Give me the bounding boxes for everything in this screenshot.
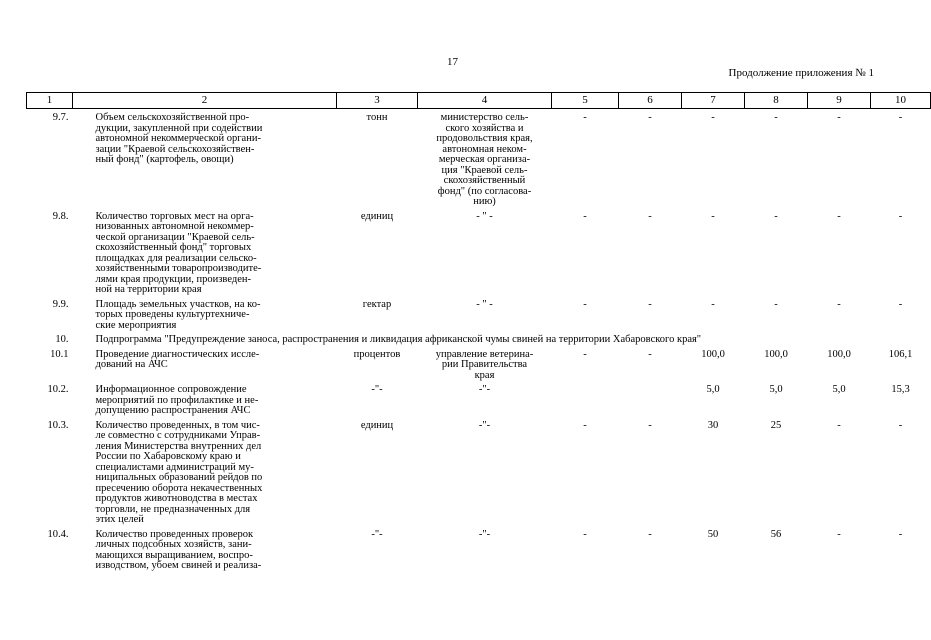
value-cell: 5,0: [832, 384, 846, 395]
table-row: [27, 417, 931, 526]
value-cell: -: [648, 112, 652, 123]
value-cell: -: [898, 298, 903, 310]
value-cell: -: [648, 419, 652, 431]
executor-cell: управление ветерина- рии Правительства края: [435, 348, 534, 381]
col-header: 9: [808, 93, 871, 109]
value-cell: 5,0: [769, 384, 783, 395]
table-row: [27, 346, 931, 382]
value-cell: -: [898, 419, 903, 431]
value-cell: -: [774, 112, 778, 123]
indicator-name: Проведение диагностических иссле- дований на АЧС: [95, 348, 260, 370]
value-cell: -: [711, 298, 715, 310]
col-header: 2: [73, 93, 337, 109]
row-number: 10.2.: [47, 384, 69, 395]
executor-cell: -"-: [478, 384, 491, 395]
unit-cell: -"-: [371, 528, 383, 540]
value-cell: 25: [770, 419, 782, 431]
subprogram-row: [27, 331, 931, 346]
executor-cell: - " -: [476, 210, 493, 222]
executor-cell: -"-: [478, 528, 491, 540]
row-number: 9.8.: [52, 210, 69, 222]
value-cell: [552, 381, 619, 417]
indicators-table: [26, 92, 931, 572]
value-cell: 106,1: [888, 348, 913, 360]
executor-cell: - " -: [476, 298, 493, 310]
row-number: 10.3.: [47, 419, 69, 431]
indicator-name: Количество торговых мест на орга- низованных автономной некоммер- ческой организации "Краевой сель- скохозяйственный фонд" торговых площадках для реализации сельско- хозяйственными товаропроизводите- лями края продукции, произведен- ной на территории края: [95, 210, 262, 295]
executor-cell: -"-: [478, 419, 491, 431]
value-cell: 100,0: [764, 348, 788, 360]
page-number: 17: [447, 56, 458, 68]
value-cell: 100,0: [827, 348, 851, 360]
table-row: [27, 381, 931, 417]
value-cell: 5,0: [706, 384, 720, 395]
unit-cell: гектар: [362, 298, 392, 310]
table-row: [27, 296, 931, 332]
row-number: 10.1: [50, 348, 69, 360]
continuation-label: Продолжение приложения № 1: [728, 67, 874, 79]
col-header: 1: [27, 93, 73, 109]
value-cell: -: [774, 210, 778, 222]
value-cell: -: [711, 112, 715, 123]
value-cell: -: [898, 528, 903, 540]
value-cell: -: [837, 419, 841, 431]
value-cell: -: [648, 210, 652, 222]
col-header: 10: [871, 93, 931, 109]
value-cell: 15,3: [891, 384, 910, 395]
table-body: [27, 109, 931, 332]
value-cell: -: [898, 210, 903, 222]
value-cell: [619, 381, 682, 417]
col-header: 4: [418, 93, 552, 109]
subprogram-section: [27, 331, 931, 346]
unit-cell: процентов: [353, 348, 401, 360]
value-cell: -: [583, 419, 587, 431]
table-body-subprogram: [27, 346, 931, 572]
unit-cell: единиц: [360, 210, 394, 222]
col-header: 6: [619, 93, 682, 109]
table-row: [27, 109, 931, 208]
unit-cell: тонн: [366, 112, 388, 123]
unit-cell: единиц: [360, 419, 394, 431]
value-cell: -: [837, 298, 841, 310]
subprogram-title: Подпрограмма "Предупреждение заноса, распространения и ликвидация африканской чумы свиней на территории Хабаровского края": [95, 334, 702, 345]
col-header: 5: [552, 93, 619, 109]
value-cell: 30: [707, 419, 719, 431]
value-cell: -: [648, 298, 652, 310]
indicator-name: Количество проведенных, в том чис- ле совместно с сотрудниками Управ- ления Министерства внутренних дел России по Хабаровскому краю и специалистами администраций му- ниципальных образований рейдов по пресечению оборота некачественных продуктов животноводства в местах торговли, не предназначенных для этих целей: [95, 419, 263, 525]
value-cell: 50: [707, 528, 719, 540]
indicator-name: Информационное сопровождение мероприятий по профилактике и не- допущению распространения АЧС: [95, 384, 259, 416]
value-cell: -: [583, 348, 587, 360]
value-cell: -: [774, 298, 778, 310]
subprogram-number: 10.: [55, 334, 69, 345]
col-header: 3: [337, 93, 418, 109]
indicator-name: Количество проведенных проверок личных подсобных хозяйств, зани- мающихся выращиванием, воспро- изводством, убоем свиней и реализа-: [95, 528, 262, 571]
table-row: [27, 208, 931, 296]
table-row: [27, 526, 931, 572]
unit-cell: -"-: [371, 384, 383, 395]
value-cell: -: [648, 348, 652, 360]
value-cell: -: [837, 112, 841, 123]
value-cell: 56: [770, 528, 782, 540]
value-cell: -: [583, 528, 587, 540]
value-cell: -: [837, 210, 841, 222]
row-number: 10.4.: [47, 528, 69, 540]
value-cell: -: [583, 298, 587, 310]
value-cell: -: [837, 528, 841, 540]
row-number: 9.9.: [52, 298, 69, 310]
indicator-name: Объем сельскохозяйственной про- дукции, закупленной при содействии автономной некоммерческой органи- зации "Краевой сельскохозяйствен- ный фонд" (картофель, овощи): [95, 112, 263, 165]
value-cell: -: [711, 210, 715, 222]
col-header: 7: [682, 93, 745, 109]
col-header: 8: [745, 93, 808, 109]
value-cell: -: [583, 112, 587, 123]
table-header: [27, 93, 931, 109]
row-number: 9.7.: [52, 112, 69, 123]
value-cell: -: [648, 528, 652, 540]
value-cell: -: [583, 210, 587, 222]
executor-cell: министерство сель- ского хозяйства и продовольствия края, автономная неком- мерческая организа- ция "Краевой сель- скохозяйственный фонд" (по согласова- нию): [436, 112, 533, 207]
value-cell: 100,0: [701, 348, 725, 360]
indicator-name: Площадь земельных участков, на ко- торых проведены культуртехниче- ские мероприятия: [95, 298, 261, 331]
value-cell: -: [898, 112, 903, 123]
